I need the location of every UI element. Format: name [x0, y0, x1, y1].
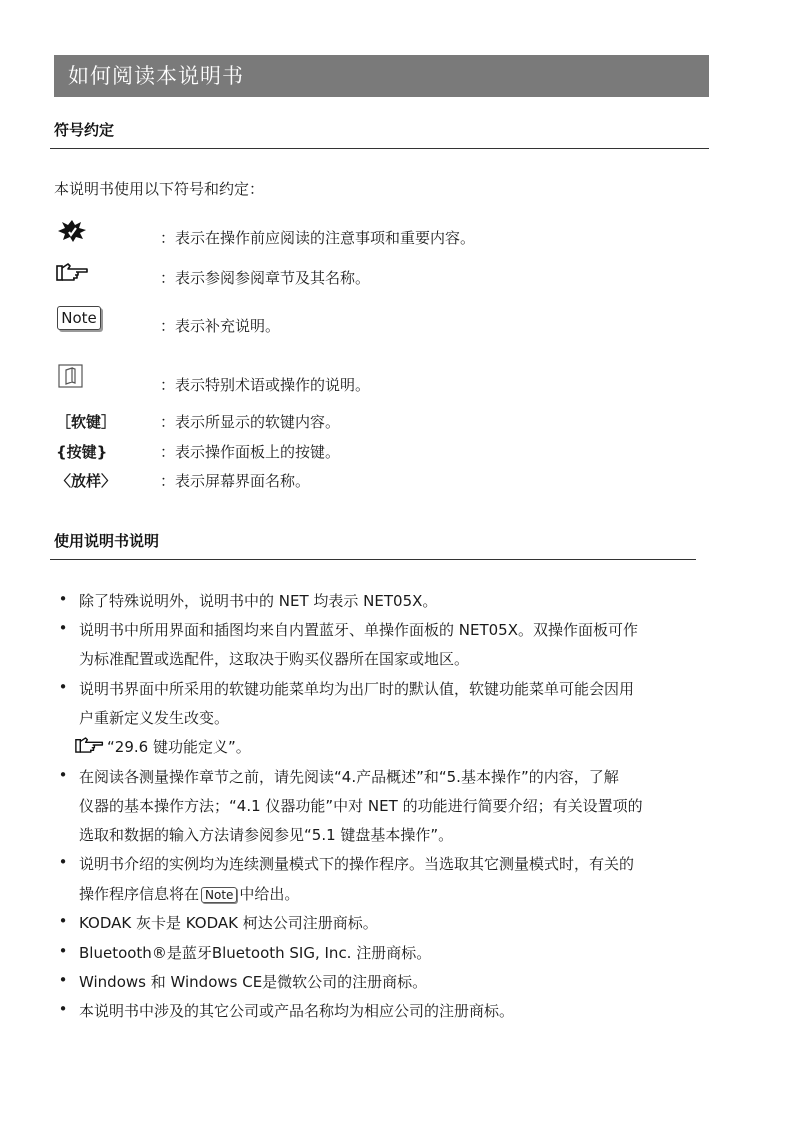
book-icon [58, 364, 84, 388]
bullet-marker: • [58, 619, 68, 637]
bullet-3-line-2: 户重新定义发生改变。 [79, 709, 230, 727]
bullet-marker: • [58, 942, 68, 960]
screen-label: 〈放样〉 [56, 472, 117, 490]
symbol-desc-screen: ：表示屏幕界面名称。 [160, 472, 311, 490]
softkey-label: ［软键］ [56, 413, 117, 431]
bullet-4-line-3: 选取和数据的输入方法请参阅参见“5.1 键盘基本操作”。 [79, 826, 454, 844]
caution-icon [57, 219, 87, 243]
bullet-1: 除了特殊说明外，说明书中的 NET 均表示 NET05X。 [79, 592, 438, 610]
bullet-3-line-1: 说明书界面中所采用的软键功能菜单均为出厂时的默认值，软键功能菜单可能会因用 [79, 680, 635, 698]
symbol-desc-glossary: ：表示特别术语或操作的说明。 [160, 376, 371, 394]
usage-heading: 使用说明书说明 [54, 532, 160, 550]
pointing-hand-icon [56, 262, 90, 282]
bullet-9: 本说明书中涉及的其它公司或产品名称均为相应公司的注册商标。 [79, 1002, 515, 1020]
symbol-desc-reference: ：表示参阅参阅章节及其名称。 [160, 269, 371, 287]
bullet-2-line-1: 说明书中所用界面和插图均来自内置蓝牙、单操作面板的 NET05X。双操作面板可作 [79, 621, 638, 639]
bullet-4-line-1: 在阅读各测量操作章节之前，请先阅读“4.产品概述”和“5.基本操作”的内容，了解 [79, 768, 619, 786]
symbol-desc-softkey: ：表示所显示的软键内容。 [160, 413, 341, 431]
symbols-intro: 本说明书使用以下符号和约定： [54, 180, 265, 198]
bullet-5-line-1: 说明书介绍的实例均为连续测量模式下的操作程序。当选取其它测量模式时，有关的 [79, 855, 635, 873]
bullet-marker: • [58, 1000, 68, 1018]
bullet-5-after: 中给出。 [239, 885, 300, 903]
bullet-5-line-2 [79, 883, 299, 904]
bullet-marker: • [58, 912, 68, 930]
bullet-2-line-2: 为标准配置或选配件，这取决于购买仪器所在国家或地区。 [79, 650, 470, 668]
key-label: {按键} [56, 443, 108, 461]
note-icon: Note [57, 306, 101, 330]
bullet-marker: • [58, 590, 68, 608]
bullet-marker: • [58, 678, 68, 696]
pointing-hand-icon [75, 736, 105, 754]
bullet-4-line-2: 仪器的基本操作方法；“4.1 仪器功能”中对 NET 的功能进行简要介绍；有关设置项的 [79, 797, 643, 815]
symbols-heading: 符号约定 [54, 121, 115, 139]
symbols-divider [50, 148, 709, 149]
bullet-8: Windows 和 Windows CE是微软公司的注册商标。 [79, 973, 428, 991]
bullet-5-before: 操作程序信息将在 [79, 885, 200, 903]
bullet-3-reference: “29.6 键功能定义”。 [107, 738, 251, 756]
note-icon: Note [201, 887, 237, 903]
bullet-6: KODAK 灰卡是 KODAK 柯达公司注册商标。 [79, 914, 378, 932]
usage-divider [50, 559, 696, 560]
symbol-desc-note: ：表示补充说明。 [160, 317, 281, 335]
bullet-marker: • [58, 853, 68, 871]
symbol-desc-caution: ：表示在操作前应阅读的注意事项和重要内容。 [160, 229, 476, 247]
bullet-marker: • [58, 971, 68, 989]
symbol-desc-key: ：表示操作面板上的按键。 [160, 443, 341, 461]
page-title: 如何阅读本说明书 [54, 55, 709, 97]
bullet-7: Bluetooth®是蓝牙Bluetooth SIG, Inc. 注册商标。 [79, 944, 432, 962]
bullet-marker: • [58, 766, 68, 784]
